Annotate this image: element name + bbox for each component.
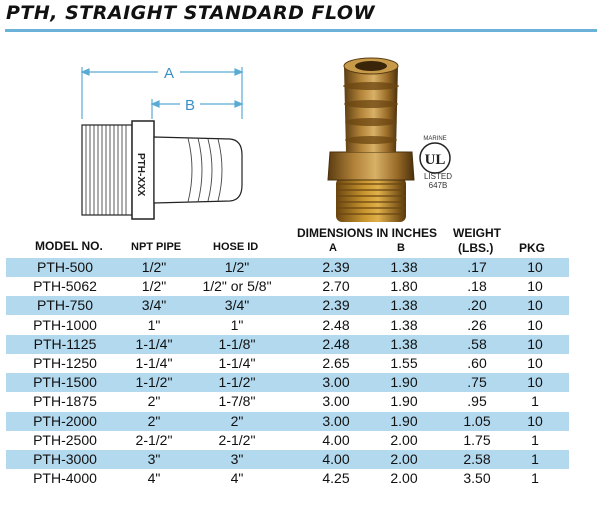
table-row	[6, 258, 569, 277]
table-row	[6, 354, 569, 373]
cell-pkg: 10	[527, 259, 543, 275]
header-pkg: PKG	[519, 241, 546, 255]
cell-npt: 2"	[147, 412, 161, 429]
cell-b: 1.38	[390, 297, 418, 314]
cell-a: 4.00	[322, 431, 350, 448]
cell-a: 3.00	[322, 374, 350, 391]
cell-weight: .60	[467, 355, 487, 371]
cell-model: PTH-5062	[33, 278, 97, 295]
cell-model: PTH-1500	[33, 374, 97, 391]
cell-hose: 2-1/2"	[218, 431, 256, 448]
cell-npt: 3"	[147, 451, 161, 467]
cell-a: 4.25	[322, 470, 350, 487]
cell-weight: .17	[467, 259, 487, 275]
cell-hose: 1/2"	[224, 259, 250, 275]
cell-weight: 2.58	[463, 451, 491, 467]
cell-a: 2.48	[322, 316, 350, 333]
header-hose-id: HOSE ID	[213, 241, 259, 253]
cell-pkg: 10	[527, 335, 543, 352]
ul-listed-label: LISTED	[423, 172, 452, 181]
cell-model: PTH-2000	[33, 412, 97, 429]
cell-b: 1.38	[390, 335, 418, 352]
cell-pkg: 1	[531, 451, 539, 467]
table-row	[6, 373, 569, 392]
cell-b: 1.38	[390, 316, 418, 333]
dimension-a-label: A	[163, 65, 175, 82]
cell-pkg: 1	[531, 470, 539, 487]
cell-npt: 1-1/4"	[135, 335, 173, 352]
table-row	[6, 431, 569, 450]
cell-b: 2.00	[390, 470, 418, 487]
cell-pkg: 10	[527, 297, 543, 314]
cell-model: PTH-1875	[33, 393, 97, 410]
cell-b: 1.38	[390, 259, 418, 275]
table-row	[6, 392, 569, 411]
body-marking: PTH-XXX	[135, 153, 146, 197]
cell-weight: 1.05	[463, 412, 491, 429]
cell-npt: 3/4"	[141, 297, 167, 314]
cell-model: PTH-2500	[33, 431, 97, 448]
cell-a: 3.00	[322, 393, 350, 410]
cell-weight: .75	[467, 374, 487, 391]
cell-npt: 1"	[147, 316, 161, 333]
cell-pkg: 10	[527, 355, 543, 371]
cell-npt: 1-1/2"	[135, 374, 173, 391]
cell-pkg: 1	[531, 393, 539, 410]
cell-a: 2.39	[322, 297, 350, 314]
cell-b: 1.90	[390, 374, 418, 391]
cell-a: 2.39	[322, 259, 350, 275]
header-dimensions: DIMENSIONS IN INCHES	[297, 226, 438, 240]
cell-weight: .95	[467, 393, 487, 410]
cell-hose: 1-1/2"	[218, 374, 256, 391]
cell-hose: 1-1/4"	[218, 355, 256, 371]
cell-a: 3.00	[322, 412, 350, 429]
cell-pkg: 10	[527, 316, 543, 333]
cell-hose: 1-1/8"	[218, 335, 256, 352]
cell-hose: 4"	[230, 470, 244, 487]
ul-marine-label: MARINE	[423, 136, 447, 142]
cell-model: PTH-1250	[33, 355, 97, 371]
ul-mark-letters: UL	[424, 152, 446, 168]
cell-weight: 1.75	[463, 431, 491, 448]
cell-a: 2.70	[322, 278, 350, 295]
dimension-b-label: B	[184, 97, 196, 114]
cell-weight: 3.50	[463, 470, 491, 487]
cell-model: PTH-750	[36, 297, 94, 314]
header-weight: WEIGHT	[453, 226, 501, 240]
table-row	[6, 412, 569, 431]
table-row	[6, 469, 569, 488]
title-underline	[5, 29, 597, 32]
fitting-dimension-drawing	[60, 55, 280, 225]
cell-model: PTH-1000	[33, 316, 97, 333]
table-row	[6, 277, 569, 296]
table-row	[6, 450, 569, 469]
cell-model: PTH-1125	[33, 335, 97, 352]
page-title: PTH, STRAIGHT STANDARD FLOW	[6, 2, 376, 24]
cell-hose: 3"	[230, 451, 244, 467]
cell-hose: 3/4"	[224, 297, 250, 314]
header-npt-pipe: NPT PIPE	[131, 241, 182, 253]
cell-hose: 1-7/8"	[218, 393, 256, 410]
cell-b: 1.90	[390, 393, 418, 410]
cell-model: PTH-4000	[33, 470, 97, 487]
cell-pkg: 1	[531, 431, 539, 448]
cell-pkg: 10	[527, 278, 543, 295]
cell-npt: 1/2"	[141, 278, 167, 295]
cell-weight: .58	[467, 335, 487, 352]
cell-hose: 1/2" or 5/8"	[202, 278, 272, 295]
cell-weight: .18	[467, 278, 487, 295]
table-row	[6, 296, 569, 315]
cell-pkg: 10	[527, 374, 543, 391]
cell-model: PTH-500	[36, 259, 94, 275]
cell-npt: 1/2"	[141, 259, 167, 275]
ul-code-label: 647B	[428, 181, 448, 190]
cell-weight: .20	[467, 297, 487, 314]
table-row	[6, 335, 569, 354]
header-model: MODEL NO.	[35, 239, 103, 253]
cell-b: 2.00	[390, 431, 418, 448]
cell-weight: .26	[467, 316, 487, 333]
cell-model: PTH-3000	[33, 451, 97, 467]
header-weight-unit: (LBS.)	[458, 241, 494, 255]
cell-a: 2.48	[322, 335, 350, 352]
cell-b: 1.55	[390, 355, 418, 371]
cell-b: 1.80	[390, 278, 418, 295]
cell-b: 2.00	[390, 451, 418, 467]
cell-npt: 2"	[147, 393, 161, 410]
header-dim-a: A	[329, 242, 337, 254]
header-dim-b: B	[397, 242, 405, 254]
cell-npt: 1-1/4"	[135, 355, 173, 371]
cell-a: 2.65	[322, 355, 350, 371]
cell-npt: 4"	[147, 470, 161, 487]
cell-npt: 2-1/2"	[135, 431, 173, 448]
cell-pkg: 10	[527, 412, 543, 429]
cell-b: 1.90	[390, 412, 418, 429]
cell-hose: 1"	[230, 316, 244, 333]
cell-hose: 2"	[230, 412, 244, 429]
table-row	[6, 316, 569, 335]
cell-a: 4.00	[322, 451, 350, 467]
